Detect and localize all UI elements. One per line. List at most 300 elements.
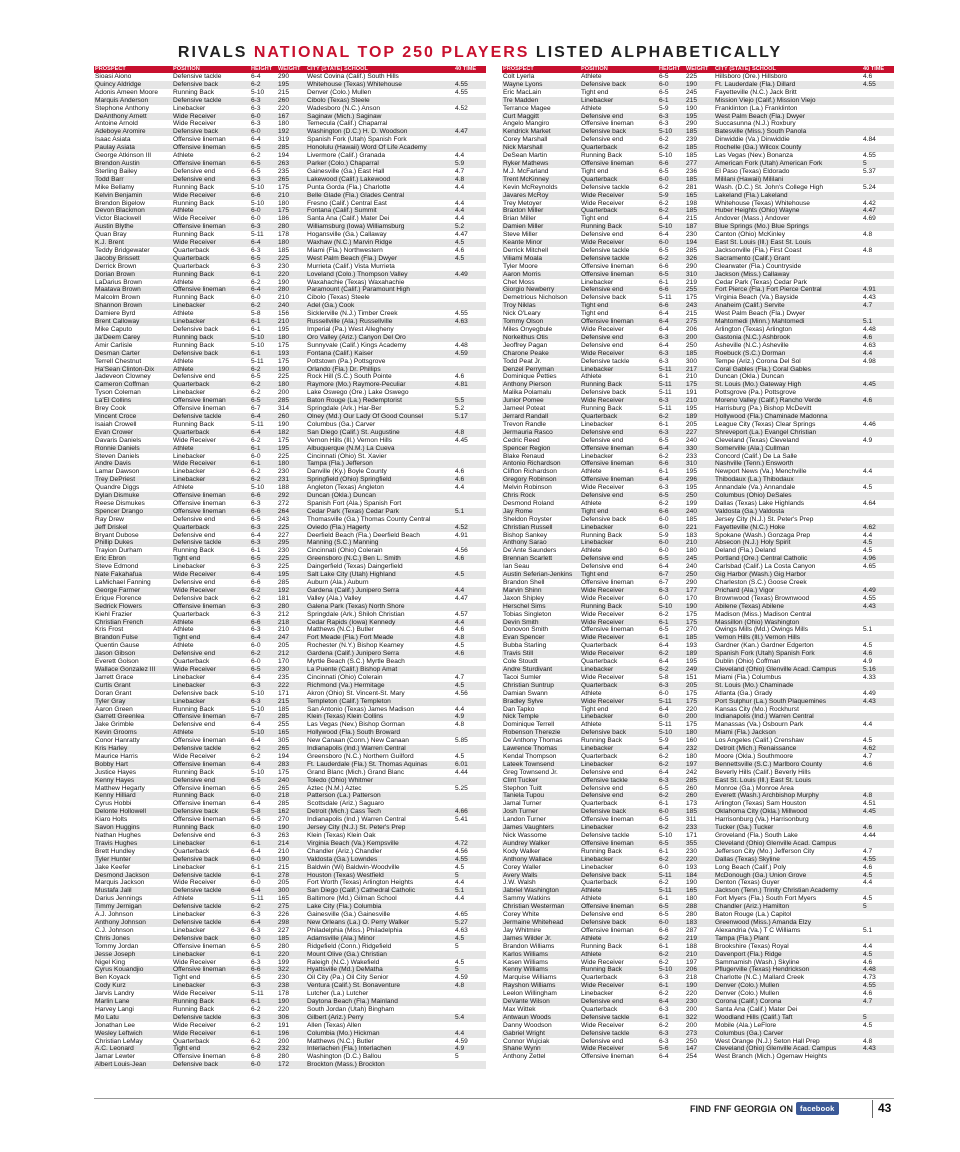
table-row xyxy=(94,136,486,144)
table-row xyxy=(502,690,894,698)
cell-weight: 265 xyxy=(277,176,306,184)
cell-weight: 200 xyxy=(277,389,306,397)
cell-height: 5-11 xyxy=(658,872,685,880)
cell-height: 6-4 xyxy=(658,642,685,650)
cell-weight: 288 xyxy=(685,903,714,911)
cell-weight: 290 xyxy=(277,73,306,81)
cell-height: 5-10 xyxy=(658,729,685,737)
header-prospect: PROSPECT xyxy=(94,66,172,73)
cell-rank: 4.9 xyxy=(862,658,894,666)
cell-height: 6-0 xyxy=(250,824,277,832)
cell-rank xyxy=(862,706,894,714)
cell-city-school: San Antonio (Texas) James Madison xyxy=(306,706,454,714)
cell-height: 6-3 xyxy=(250,223,277,231)
cell-weight: 185 xyxy=(685,128,714,136)
table-row xyxy=(502,737,894,745)
cell-height: 6-3 xyxy=(250,563,277,571)
cell-prospect: LaMichael Fanning xyxy=(94,579,172,587)
table-row xyxy=(502,943,894,951)
cell-rank xyxy=(454,500,486,508)
cell-height: 6-2 xyxy=(658,856,685,864)
cell-height: 6-3 xyxy=(658,113,685,121)
cell-weight: 175 xyxy=(685,381,714,389)
cell-prospect: Steve Miller xyxy=(502,231,580,239)
cell-rank: 5 xyxy=(862,160,894,168)
cell-city-school: Baltimore (Md.) Gilman School xyxy=(306,895,454,903)
cell-position: Running Back xyxy=(580,532,658,540)
cell-weight: 355 xyxy=(685,840,714,848)
table-row xyxy=(94,563,486,571)
cell-height: 6-2 xyxy=(658,200,685,208)
table-row xyxy=(94,152,486,160)
cell-position: Defensive tackle xyxy=(580,184,658,192)
cell-weight: 172 xyxy=(277,1061,306,1069)
cell-rank: 4.4 xyxy=(454,184,486,192)
cell-city-school: Carlsbad (Calif.) La Costa Canyon xyxy=(714,563,862,571)
cell-position: Running Back xyxy=(172,1006,250,1014)
cell-prospect: Viliami Moala xyxy=(502,255,580,263)
cell-weight: 285 xyxy=(277,579,306,587)
cell-height: 6-0 xyxy=(658,176,685,184)
cell-city-school: West Palm Beach (Fla.) Dwyer xyxy=(306,255,454,263)
cell-weight: 240 xyxy=(685,437,714,445)
cell-height: 6-4 xyxy=(658,658,685,666)
cell-height: 6-0 xyxy=(658,524,685,532)
cell-weight: 210 xyxy=(685,951,714,959)
cell-rank: 4.5 xyxy=(862,642,894,650)
cell-position: Defensive end xyxy=(172,532,250,540)
cell-rank: 4.4 xyxy=(454,152,486,160)
cell-city-school: Murrieta (Calif.) Vista Murrieta xyxy=(306,263,454,271)
table-row xyxy=(94,856,486,864)
cell-height: 6-2 xyxy=(658,951,685,959)
cell-prospect: Nate Fakahafua xyxy=(94,571,172,579)
cell-city-school: Cibolo (Texas) Steele xyxy=(306,294,454,302)
cell-prospect: Dan Tapko xyxy=(502,706,580,714)
table-row xyxy=(502,864,894,872)
cell-prospect: Desmond Roland xyxy=(502,500,580,508)
cell-height: 6-3 xyxy=(658,1006,685,1014)
cell-rank xyxy=(862,634,894,642)
cell-height: 5-11 xyxy=(658,405,685,413)
cell-position: Quarterback xyxy=(580,642,658,650)
cell-prospect: Corey Marshall xyxy=(502,136,580,144)
cell-height: 6-3 xyxy=(658,1030,685,1038)
cell-position: Linebacker xyxy=(580,990,658,998)
page-number-divider xyxy=(872,1100,873,1118)
cell-height: 6-2 xyxy=(250,753,277,761)
cell-rank: 4.7 xyxy=(454,674,486,682)
table-row xyxy=(94,73,486,81)
cell-prospect: Marlin Lane xyxy=(94,998,172,1006)
cell-position: Wide Receiver xyxy=(172,571,250,579)
cell-position: Tight end xyxy=(580,89,658,97)
table-row xyxy=(94,832,486,840)
table-row xyxy=(502,144,894,152)
cell-rank xyxy=(862,89,894,97)
cell-position: Linebacker xyxy=(580,453,658,461)
cell-city-school: Annandale (Va.) Annandale xyxy=(714,484,862,492)
cell-city-school: Honolulu (Hawaii) Word Of Life Academy xyxy=(306,144,454,152)
cell-prospect: Karlos Williams xyxy=(502,951,580,959)
cell-rank: 5.5 xyxy=(454,397,486,405)
cell-prospect: Jesse Joseph xyxy=(94,951,172,959)
table-row xyxy=(502,777,894,785)
cell-height: 6-2 xyxy=(658,453,685,461)
cell-height: 5-11 xyxy=(250,231,277,239)
table-row xyxy=(502,366,894,374)
table-row xyxy=(94,555,486,563)
cell-weight: 181 xyxy=(277,595,306,603)
title-part-2: LISTED ALPHABETICALLY xyxy=(529,44,783,61)
cell-weight: 190 xyxy=(277,279,306,287)
cell-height: 6-4 xyxy=(250,674,277,682)
table-row xyxy=(502,476,894,484)
cell-city-school: Springdale (Ark.) Har-Ber xyxy=(306,405,454,413)
cell-position: Defensive tackle xyxy=(172,413,250,421)
cell-prospect: Landon Turner xyxy=(502,816,580,824)
cell-weight: 195 xyxy=(685,658,714,666)
cell-prospect: De'Ante Saunders xyxy=(502,547,580,555)
cell-position: Defensive end xyxy=(580,792,658,800)
cell-height: 5-11 xyxy=(250,358,277,366)
cell-city-school: Galena Park (Texas) North Shore xyxy=(306,603,454,611)
table-row xyxy=(94,1038,486,1046)
cell-prospect: Ben Koyack xyxy=(94,974,172,982)
cell-city-school: Manning (S.C.) Manning xyxy=(306,539,454,547)
cell-position: Defensive back xyxy=(172,808,250,816)
cell-height: 6-6 xyxy=(250,619,277,627)
cell-weight: 180 xyxy=(277,381,306,389)
cell-city-school: Springfield (Ohio) Springfield xyxy=(306,476,454,484)
cell-rank: 5 xyxy=(454,872,486,880)
cell-position: Defensive tackle xyxy=(172,539,250,547)
cell-prospect: Norkeithus Otis xyxy=(502,334,580,342)
cell-rank: 4.49 xyxy=(862,690,894,698)
table-row xyxy=(502,445,894,453)
cell-position: Linebacker xyxy=(580,666,658,674)
cell-height: 6-2 xyxy=(250,389,277,397)
cell-position: Offensive lineman xyxy=(172,286,250,294)
cell-position: Wide Receiver xyxy=(172,879,250,887)
cell-weight: 322 xyxy=(685,1014,714,1022)
cell-weight: 270 xyxy=(685,626,714,634)
cell-city-school: Jersey City (N.J.) St. Peter's Prep xyxy=(714,516,862,524)
cell-height: 6-1 xyxy=(658,619,685,627)
cell-city-school: Columbus (Ohio) DeSales xyxy=(714,492,862,500)
cell-weight: 195 xyxy=(277,81,306,89)
cell-prospect: Brandon Fulse xyxy=(94,634,172,642)
cell-city-school: Russellville (Ala.) Russellville xyxy=(306,318,454,326)
cell-prospect: Quandre Diggs xyxy=(94,484,172,492)
table-row xyxy=(94,286,486,294)
cell-rank: 4.52 xyxy=(454,105,486,113)
cell-city-school: Salt Lake City (Utah) Highland xyxy=(306,571,454,579)
cell-position: Quarterback xyxy=(580,753,658,761)
cell-weight: 273 xyxy=(685,1030,714,1038)
cell-city-school: Gardena (Calif.) Junipero Serra xyxy=(306,650,454,658)
cell-city-school: West Branch (Mich.) Ogemaw Heights xyxy=(714,1053,862,1061)
table-row xyxy=(94,951,486,959)
cell-weight: 250 xyxy=(685,342,714,350)
cell-city-school: Loveland (Colo.) Thompson Valley xyxy=(306,271,454,279)
cell-height: 6-4 xyxy=(250,136,277,144)
cell-rank: 4.48 xyxy=(454,342,486,350)
cell-city-school: Cleveland (Texas) Cleveland xyxy=(714,437,862,445)
cell-height: 6-6 xyxy=(250,492,277,500)
cell-weight: 255 xyxy=(277,721,306,729)
table-row xyxy=(94,674,486,682)
cell-position: Defensive back xyxy=(172,856,250,864)
cell-rank xyxy=(454,579,486,587)
cell-position: Running Back xyxy=(172,998,250,1006)
table-header-row xyxy=(94,66,486,73)
cell-weight: 185 xyxy=(685,350,714,358)
cell-height: 6-5 xyxy=(250,255,277,263)
cell-height: 6-3 xyxy=(250,247,277,255)
cell-rank xyxy=(454,539,486,547)
cell-city-school: Williamsburg (Iowa) Williamsburg xyxy=(306,223,454,231)
cell-prospect: Kevin McReynolds xyxy=(502,184,580,192)
cell-prospect: Davaris Daniels xyxy=(94,437,172,445)
table-row xyxy=(502,358,894,366)
cell-weight: 175 xyxy=(277,358,306,366)
cell-city-school: Arlington (Texas) Sam Houston xyxy=(714,800,862,808)
cell-prospect: Teddy Bridgewater xyxy=(94,247,172,255)
cell-prospect: Matthew Hegarty xyxy=(94,785,172,793)
table-row xyxy=(94,959,486,967)
table-row xyxy=(94,358,486,366)
cell-prospect: Reese Dismukes xyxy=(94,500,172,508)
cell-position: Defensive tackle xyxy=(172,919,250,927)
cell-rank: 4.4 xyxy=(862,943,894,951)
table-row xyxy=(502,808,894,816)
cell-position: Offensive lineman xyxy=(172,966,250,974)
cell-height: 6-4 xyxy=(658,1053,685,1061)
table-row xyxy=(502,310,894,318)
cell-prospect: Cameron Coffman xyxy=(94,381,172,389)
cell-city-school: Chandler (Ariz.) Chandler xyxy=(306,848,454,856)
cell-prospect: Ronnie Daniels xyxy=(94,445,172,453)
cell-height: 6-1 xyxy=(658,895,685,903)
cell-weight: 185 xyxy=(685,176,714,184)
cell-prospect: Shannon Brown xyxy=(94,302,172,310)
cell-rank xyxy=(862,619,894,627)
cell-city-school: Detroit (Mich.) Renaissance xyxy=(714,745,862,753)
cell-weight: 225 xyxy=(277,255,306,263)
cell-city-school: Miami (Fla.) Columbus xyxy=(714,674,862,682)
table-row xyxy=(502,713,894,721)
cell-city-school: Tampa (Fla.) Jefferson xyxy=(306,460,454,468)
cell-position: Linebacker xyxy=(580,864,658,872)
table-row xyxy=(502,816,894,824)
cell-weight: 227 xyxy=(277,532,306,540)
cell-city-school: Franklinton (La.) Franklinton xyxy=(714,105,862,113)
table-row xyxy=(502,113,894,121)
cell-height: 6-0 xyxy=(658,864,685,872)
cell-height: 6-2 xyxy=(658,879,685,887)
cell-rank: 4.4 xyxy=(862,532,894,540)
cell-position: Linebacker xyxy=(172,682,250,690)
cell-height: 5-11 xyxy=(658,381,685,389)
table-row xyxy=(94,508,486,516)
cell-rank xyxy=(454,516,486,524)
cell-city-school: Indianapolis (Ind.) Warren Central xyxy=(306,816,454,824)
cell-prospect: Todd Barr xyxy=(94,176,172,184)
cell-height: 6-5 xyxy=(250,777,277,785)
cell-prospect: Colt Lyerla xyxy=(502,73,580,81)
cell-weight: 215 xyxy=(685,215,714,223)
cell-position: Offensive lineman xyxy=(172,785,250,793)
cell-city-school: McDonough (Ga.) Union Grove xyxy=(714,872,862,880)
cell-city-school: West Covina (Calif.) South Hills xyxy=(306,73,454,81)
cell-city-school: Lutcher (La.) Lutcher xyxy=(306,990,454,998)
cell-city-school: Port Sulphur (La.) South Plaquemines xyxy=(714,698,862,706)
cell-weight: 249 xyxy=(685,666,714,674)
table-row xyxy=(94,373,486,381)
cell-position: Running Back xyxy=(172,706,250,714)
cell-weight: 195 xyxy=(685,113,714,121)
cell-rank xyxy=(862,1053,894,1061)
cell-height: 6-5 xyxy=(658,816,685,824)
cell-prospect: Jadeveon Clowney xyxy=(94,373,172,381)
table-row xyxy=(94,247,486,255)
cell-city-school: Oviedo (Fla.) Hagerty xyxy=(306,524,454,532)
table-row xyxy=(94,366,486,374)
cell-weight: 180 xyxy=(685,729,714,737)
cell-height: 5-10 xyxy=(658,152,685,160)
cell-position: Running Back xyxy=(580,848,658,856)
cell-city-school: Tempe (Ariz.) Corona Del Sol xyxy=(714,358,862,366)
cell-position: Linebacker xyxy=(580,97,658,105)
cell-city-school: Miami (Fla.) Northwestern xyxy=(306,247,454,255)
cell-position: Quarterback xyxy=(172,429,250,437)
cell-city-school: Dinwiddie (Va.) Dinwiddie xyxy=(714,136,862,144)
cell-rank: 5 xyxy=(454,1053,486,1061)
cell-position: Wide Receiver xyxy=(580,484,658,492)
table-row xyxy=(94,690,486,698)
facebook-link[interactable] xyxy=(690,1102,839,1115)
table-row xyxy=(94,318,486,326)
cell-rank: 4.5 xyxy=(862,737,894,745)
cell-position: Wide Receiver xyxy=(580,595,658,603)
cell-city-school: Sunnyvale (Calif.) Kings Academy xyxy=(306,342,454,350)
table-row xyxy=(94,1014,486,1022)
cell-height: 6-5 xyxy=(250,168,277,176)
cell-rank: 4.5 xyxy=(454,959,486,967)
cell-height: 6-5 xyxy=(658,840,685,848)
cell-weight: 287 xyxy=(685,927,714,935)
cell-weight: 275 xyxy=(685,318,714,326)
cell-rank: 4.5 xyxy=(454,255,486,263)
table-row xyxy=(94,682,486,690)
table-row xyxy=(502,460,894,468)
cell-weight: 185 xyxy=(685,144,714,152)
cell-weight: 194 xyxy=(277,152,306,160)
cell-height: 6-2 xyxy=(250,1038,277,1046)
cell-rank: 5.24 xyxy=(862,184,894,192)
cell-weight: 191 xyxy=(685,389,714,397)
cell-city-school: Spanish Fork (Utah) Spanish Fork xyxy=(306,136,454,144)
cell-city-school: Akron (Ohio) St. Vincent-St. Mary xyxy=(306,690,454,698)
table-row xyxy=(94,658,486,666)
cell-rank: 4.59 xyxy=(454,974,486,982)
cell-rank xyxy=(862,105,894,113)
cell-rank: 4.6 xyxy=(862,959,894,967)
table-row xyxy=(94,974,486,982)
cell-height: 5-9 xyxy=(658,105,685,113)
cell-height: 6-1 xyxy=(250,318,277,326)
cell-rank: 4.91 xyxy=(454,532,486,540)
cell-position: Defensive back xyxy=(580,808,658,816)
table-body-left xyxy=(94,73,486,1069)
cell-position: Athlete xyxy=(172,358,250,366)
table-row xyxy=(502,895,894,903)
cell-city-school: Sicklerville (N.J.) Timber Creek xyxy=(306,310,454,318)
table-row xyxy=(502,887,894,895)
cell-weight: 240 xyxy=(277,302,306,310)
cell-rank: 4.8 xyxy=(454,634,486,642)
cell-position: Running Back xyxy=(172,294,250,302)
cell-city-school: Hyattsville (Md.) DeMatha xyxy=(306,966,454,974)
cell-prospect: Chris Rock xyxy=(502,492,580,500)
table-row xyxy=(94,453,486,461)
cell-city-school: Raleigh (N.C.) Wakefield xyxy=(306,959,454,967)
cell-position: Quarterback xyxy=(580,682,658,690)
cell-weight: 205 xyxy=(685,682,714,690)
cell-rank: 4.72 xyxy=(454,840,486,848)
cell-height: 5-10 xyxy=(658,223,685,231)
table-row xyxy=(94,824,486,832)
cell-position: Wide Receiver xyxy=(172,239,250,247)
cell-prospect: Corey Waller xyxy=(502,864,580,872)
cell-position: Tight end xyxy=(580,310,658,318)
cell-prospect: Ian Seau xyxy=(502,563,580,571)
cell-prospect: Brent Calloway xyxy=(94,318,172,326)
cell-position: Quarterback xyxy=(580,144,658,152)
table-row xyxy=(94,429,486,437)
cell-position: Athlete xyxy=(172,642,250,650)
cell-height: 5-11 xyxy=(658,721,685,729)
cell-position: Wide Receiver xyxy=(172,437,250,445)
cell-position: Linebacker xyxy=(580,745,658,753)
cell-prospect: Marvin Shinn xyxy=(502,587,580,595)
table-row xyxy=(94,619,486,627)
cell-position: Athlete xyxy=(580,887,658,895)
cell-prospect: Jameel Poteat xyxy=(502,405,580,413)
cell-height: 6-0 xyxy=(250,128,277,136)
cell-rank: 5 xyxy=(862,903,894,911)
cell-position: Wide Receiver xyxy=(172,959,250,967)
cell-city-school: Cincinnati (Ohio) St. Xavier xyxy=(306,453,454,461)
cell-rank xyxy=(862,413,894,421)
cell-rank xyxy=(862,816,894,824)
cell-rank xyxy=(454,302,486,310)
cell-position: Athlete xyxy=(172,729,250,737)
table-row xyxy=(502,872,894,880)
cell-weight: 210 xyxy=(685,539,714,547)
cell-position: Running Back xyxy=(172,547,250,555)
cell-rank: 4.91 xyxy=(862,286,894,294)
cell-position: Defensive tackle xyxy=(172,887,250,895)
cell-city-school: Denton (Texas) Guyer xyxy=(714,879,862,887)
table-row xyxy=(94,800,486,808)
cell-rank xyxy=(862,445,894,453)
cell-position: Defensive tackle xyxy=(580,247,658,255)
cell-prospect: Cyrus Hobbi xyxy=(94,800,172,808)
cell-position: Quarterback xyxy=(172,255,250,263)
cell-prospect: Charone Peake xyxy=(502,350,580,358)
